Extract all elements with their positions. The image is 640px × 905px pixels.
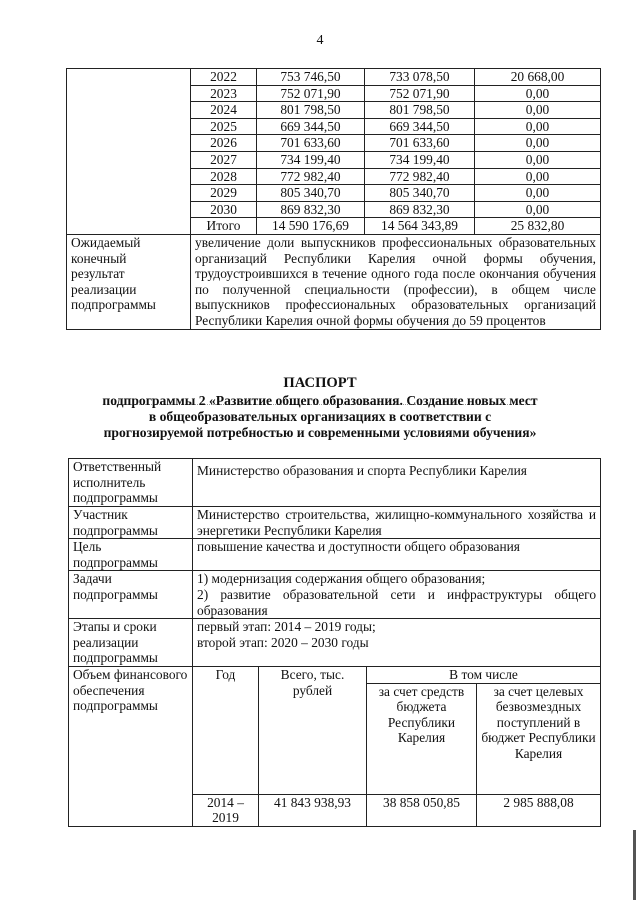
- funding-header-row: [69, 666, 601, 683]
- expected-result-text: увеличение доли выпускников профессиональных образовательных организаций Республики Карелия очной формы обучения, трудоустроившихся в течение одного года после окончания обучения по полученной специальности (профессии), в общем числе выпускников профессиональных образовательных организаций Республики Карелия очной формы обучения до 59 процентов: [191, 234, 601, 329]
- fund-targeted: 2 985 888,08: [477, 794, 601, 826]
- executor-value: Министерство образования и спорта Республики Карелия: [193, 459, 601, 507]
- tasks-value: [193, 571, 601, 619]
- passport-heading: ПАСПОРТ: [283, 375, 357, 391]
- row-targeted: 0,00: [475, 185, 601, 202]
- row-year: Итого: [191, 218, 257, 235]
- row-year: 2022: [191, 69, 257, 86]
- row-targeted: 25 832,80: [475, 218, 601, 235]
- funding-label-cell: [67, 69, 191, 235]
- row-year: 2029: [191, 185, 257, 202]
- row-targeted: 0,00: [475, 102, 601, 119]
- row-year: 2023: [191, 85, 257, 102]
- row-year: 2030: [191, 201, 257, 218]
- row-targeted: 20 668,00: [475, 69, 601, 86]
- funding-row: [67, 69, 601, 86]
- row-year: 2027: [191, 151, 257, 168]
- row-year: 2024: [191, 102, 257, 119]
- task-2: 2) развитие образовательной сети и инфраструктуры общего образования: [197, 586, 597, 618]
- row-total: 701 633,60: [257, 135, 365, 152]
- stages-row: [69, 619, 601, 667]
- participant-label: Участник подпрограммы: [69, 507, 193, 539]
- row-targeted: 0,00: [475, 201, 601, 218]
- row-total: 869 832,30: [257, 201, 365, 218]
- row-budget: 752 071,90: [365, 85, 475, 102]
- goal-row: [69, 539, 601, 571]
- col-targeted-header: за счет целевых безвозмездных поступлений в бюджет Республики Карелия: [477, 683, 601, 794]
- row-total: 734 199,40: [257, 151, 365, 168]
- row-budget: 701 633,60: [365, 135, 475, 152]
- executor-row: [69, 459, 601, 507]
- executor-label: Ответственный исполнитель подпрограммы: [69, 459, 193, 507]
- goal-value: повышение качества и доступности общего образования: [193, 539, 601, 571]
- expected-result-label: Ожидаемый конечный результат реализации подпрограммы: [67, 234, 191, 329]
- row-budget: 734 199,40: [365, 151, 475, 168]
- task-1: 1) модернизация содержания общего образования;: [197, 571, 486, 587]
- funding-label: Объем финансового обеспечения подпрограммы: [69, 666, 193, 826]
- participant-value: Министерство строительства, жилищно-коммунального хозяйства и энергетики Республики Карелия: [193, 507, 601, 539]
- row-budget: 801 798,50: [365, 102, 475, 119]
- row-budget: 733 078,50: [365, 69, 475, 86]
- row-year: 2026: [191, 135, 257, 152]
- fund-year: 2014 – 2019: [193, 794, 259, 826]
- row-budget: 14 564 343,89: [365, 218, 475, 235]
- tasks-label: Задачи подпрограммы: [69, 571, 193, 619]
- row-total: 772 982,40: [257, 168, 365, 185]
- row-year: 2028: [191, 168, 257, 185]
- funding-table-continued: [66, 68, 601, 330]
- row-targeted: 0,00: [475, 151, 601, 168]
- goal-label: Цель подпрограммы: [69, 539, 193, 571]
- col-budget-header: за счет средств бюджета Республики Карелия: [367, 683, 477, 794]
- row-budget: 772 982,40: [365, 168, 475, 185]
- row-total: 753 746,50: [257, 69, 365, 86]
- row-budget: 669 344,50: [365, 118, 475, 135]
- col-including-header: В том числе: [367, 666, 601, 683]
- scan-edge-mark: [633, 830, 636, 900]
- row-total: 752 071,90: [257, 85, 365, 102]
- row-total: 801 798,50: [257, 102, 365, 119]
- row-total: 669 344,50: [257, 118, 365, 135]
- row-targeted: 0,00: [475, 85, 601, 102]
- row-year: 2025: [191, 118, 257, 135]
- participant-row: [69, 507, 601, 539]
- stage-1: первый этап: 2014 – 2019 годы;: [197, 619, 376, 635]
- row-targeted: 0,00: [475, 168, 601, 185]
- tasks-row: [69, 571, 601, 619]
- passport-table: [68, 458, 601, 827]
- col-total-header: Всего, тыс. рублей: [259, 666, 367, 794]
- row-budget: 869 832,30: [365, 201, 475, 218]
- stages-value: [193, 619, 601, 667]
- fund-total: 41 843 938,93: [259, 794, 367, 826]
- col-year-header: Год: [193, 666, 259, 794]
- row-targeted: 0,00: [475, 135, 601, 152]
- row-targeted: 0,00: [475, 118, 601, 135]
- stages-label: Этапы и сроки реализации подпрограммы: [69, 619, 193, 667]
- stage-2: второй этап: 2020 – 2030 годы: [197, 634, 369, 650]
- fund-budget: 38 858 050,85: [367, 794, 477, 826]
- passport-subheading: подпрограммы 2 «Развитие общего образования. Создание новых мест в общеобразовательных организациях в соответствии с прогнозируемой потребностью и современными условиями обучения»: [102, 393, 538, 440]
- row-total: 805 340,70: [257, 185, 365, 202]
- page-number: 4: [316, 33, 324, 48]
- expected-result-row: [67, 234, 601, 329]
- row-budget: 805 340,70: [365, 185, 475, 202]
- row-total: 14 590 176,69: [257, 218, 365, 235]
